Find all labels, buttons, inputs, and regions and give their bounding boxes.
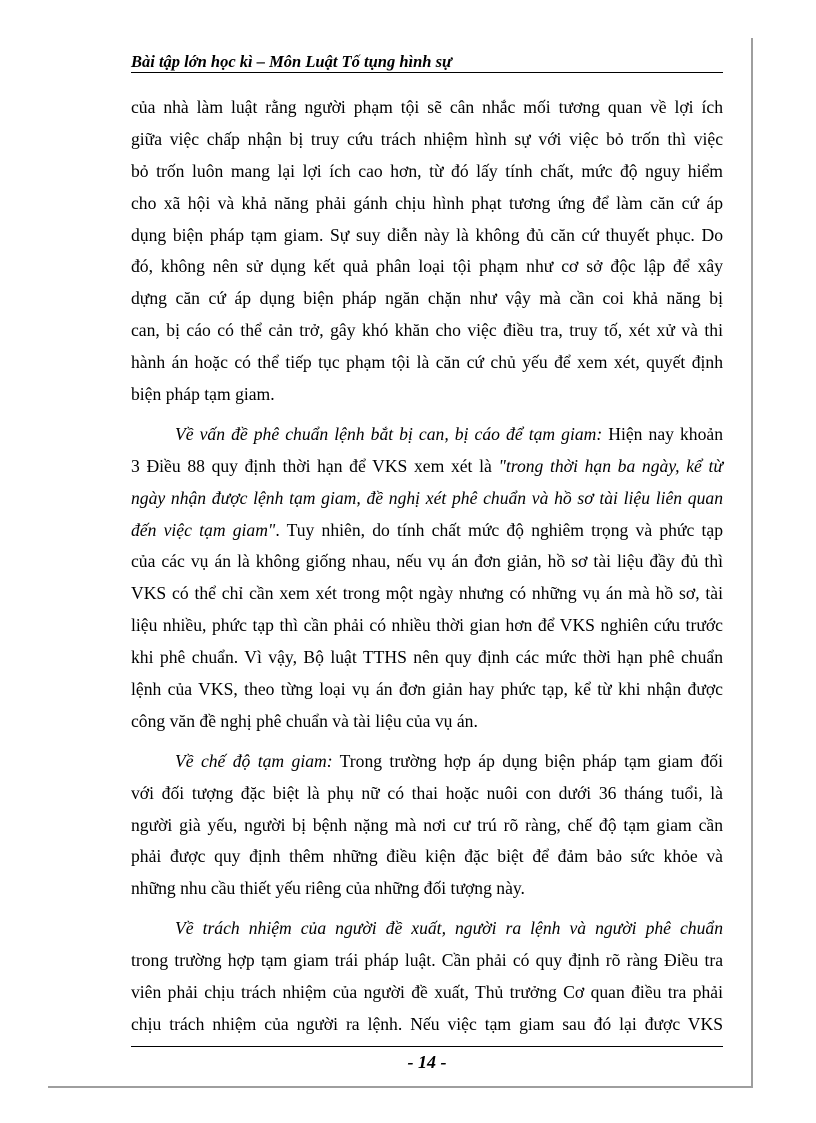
body-text bbox=[131, 92, 723, 1041]
text-line bbox=[131, 546, 723, 578]
text-line bbox=[131, 642, 723, 674]
running-header: Bài tập lớn học kì – Môn Luật Tố tụng hình sự bbox=[131, 52, 452, 71]
text-run: liệu nhiều, phức tạp thì cần phải có nhiều thời gian hơn để VKS nghiên cứu trước bbox=[131, 615, 723, 636]
italic-run: Về vấn đề phê chuẩn lệnh bắt bị can, bị cáo để tạm giam: bbox=[175, 423, 603, 444]
paragraph bbox=[131, 92, 723, 411]
text-line bbox=[131, 778, 723, 810]
text-line bbox=[131, 347, 723, 379]
italic-run: đến việc tạm giam" bbox=[131, 519, 276, 540]
italic-run: Về trách nhiệm của người đề xuất, người ra lệnh và người phê chuẩn bbox=[175, 918, 723, 939]
page-shadow-bottom bbox=[48, 1086, 753, 1088]
italic-run: ngày nhận được lệnh tạm giam, đề nghị xét phê chuẩn và hồ sơ tài liệu liên quan bbox=[131, 487, 723, 508]
text-line bbox=[131, 483, 723, 515]
paragraph-gap bbox=[131, 738, 723, 746]
text-run: của các vụ án là không giống nhau, nếu vụ án đơn giản, hồ sơ tài liệu đầy đủ thì bbox=[131, 551, 723, 572]
italic-run: Về chế độ tạm giam: bbox=[175, 750, 333, 771]
text-run: trong trường hợp tạm giam trái pháp luật. Cần phải có quy định rõ ràng Điều tra bbox=[131, 950, 723, 971]
text-run: hành án hoặc có thể tiếp tục phạm tội là căn cứ chủ yếu để xem xét, quyết định bbox=[131, 352, 723, 373]
text-line bbox=[131, 251, 723, 283]
text-run: Hiện nay khoản bbox=[602, 423, 723, 444]
header-rule bbox=[131, 72, 723, 73]
text-line bbox=[131, 810, 723, 842]
italic-run: "trong thời hạn ba ngày, kể từ bbox=[498, 455, 723, 476]
text-run: VKS có thể chỉ cần xem xét trong một ngày nhưng có những vụ án mà hồ sơ, tài bbox=[131, 583, 723, 604]
text-run: viên phải chịu trách nhiệm của người đề xuất, Thủ trưởng Cơ quan điều tra phải bbox=[131, 982, 723, 1003]
text-line bbox=[131, 706, 723, 738]
text-line bbox=[131, 283, 723, 315]
text-line bbox=[131, 451, 723, 483]
page-shadow-right bbox=[751, 38, 753, 1088]
text-run: can, bị cáo có thể cản trở, gây khó khăn cho việc điều tra, truy tố, xét xử và thi bbox=[131, 320, 723, 341]
page-number: - 14 - bbox=[407, 1052, 447, 1072]
text-run: với đối tượng đặc biệt là phụ nữ có thai hoặc nuôi con dưới 36 tháng tuổi, là bbox=[131, 782, 723, 803]
paragraph bbox=[131, 913, 723, 1041]
text-line bbox=[131, 945, 723, 977]
text-line bbox=[131, 674, 723, 706]
text-line bbox=[131, 419, 723, 451]
text-run: đó, không nên sử dụng kết quả phân loại tội phạm như cơ sở độc lập để xây bbox=[131, 256, 723, 277]
text-run: người già yếu, người bị bệnh nặng mà nơi cư trú rõ ràng, chế độ tạm giam cần bbox=[131, 814, 723, 835]
text-line bbox=[131, 188, 723, 220]
text-line bbox=[131, 746, 723, 778]
text-run: của nhà làm luật rằng người phạm tội sẽ cân nhắc mối tương quan về lợi ích bbox=[131, 97, 723, 117]
text-run: . Tuy nhiên, do tính chất mức độ nghiêm trọng và phức tạp bbox=[275, 519, 723, 540]
text-line bbox=[131, 610, 723, 642]
footer-rule bbox=[131, 1046, 723, 1047]
text-run: bỏ trốn luôn mang lại lợi ích cao hơn, từ đó lấy tính chất, mức độ nguy hiểm bbox=[131, 160, 723, 181]
text-run: dựng căn cứ áp dụng biện pháp ngăn chặn như vậy mà cần coi khả năng bị bbox=[131, 288, 723, 309]
text-run: 3 Điều 88 quy định thời hạn để VKS xem xét là bbox=[131, 455, 499, 476]
text-run: biện pháp tạm giam. bbox=[131, 384, 275, 405]
text-run: Trong trường hợp áp dụng biện pháp tạm giam đối bbox=[332, 750, 723, 771]
text-run: chịu trách nhiệm của người ra lệnh. Nếu việc tạm giam sau đó lại được VKS bbox=[131, 1013, 723, 1034]
text-line bbox=[131, 315, 723, 347]
text-run: phải được quy định thêm những điều kiện đặc biệt để đảm bảo sức khỏe và bbox=[131, 846, 723, 867]
paragraph-gap bbox=[131, 411, 723, 419]
text-line bbox=[131, 913, 723, 945]
text-line bbox=[131, 873, 723, 905]
paragraph bbox=[131, 419, 723, 738]
text-run: giữa việc chấp nhận bị truy cứu trách nhiệm hình sự với việc bỏ trốn thì việc bbox=[131, 128, 723, 149]
text-line bbox=[131, 379, 723, 411]
paragraph bbox=[131, 746, 723, 905]
text-line bbox=[131, 515, 723, 547]
text-line bbox=[131, 977, 723, 1009]
text-run: công văn đề nghị phê chuẩn và tài liệu của vụ án. bbox=[131, 710, 478, 731]
text-line bbox=[131, 124, 723, 156]
text-line bbox=[131, 92, 723, 124]
text-line bbox=[131, 220, 723, 252]
text-line bbox=[131, 1009, 723, 1041]
paragraph-gap bbox=[131, 905, 723, 913]
text-run: lệnh của VKS, theo từng loại vụ án đơn giản hay phức tạp, kể từ khi nhận được bbox=[131, 679, 723, 700]
text-line bbox=[131, 578, 723, 610]
text-run: dụng biện pháp tạm giam. Sự suy diễn này là không đủ căn cứ thuyết phục. Do bbox=[131, 224, 723, 245]
text-line bbox=[131, 156, 723, 188]
text-line bbox=[131, 841, 723, 873]
text-run: cho xã hội và khả năng phải gánh chịu hình phạt tương ứng để làm căn cứ áp bbox=[131, 192, 723, 213]
text-run: những nhu cầu thiết yếu riêng của những đối tượng này. bbox=[131, 878, 525, 899]
text-run: khi phê chuẩn. Vì vậy, Bộ luật TTHS nên quy định các mức thời hạn phê chuẩn bbox=[131, 647, 723, 668]
